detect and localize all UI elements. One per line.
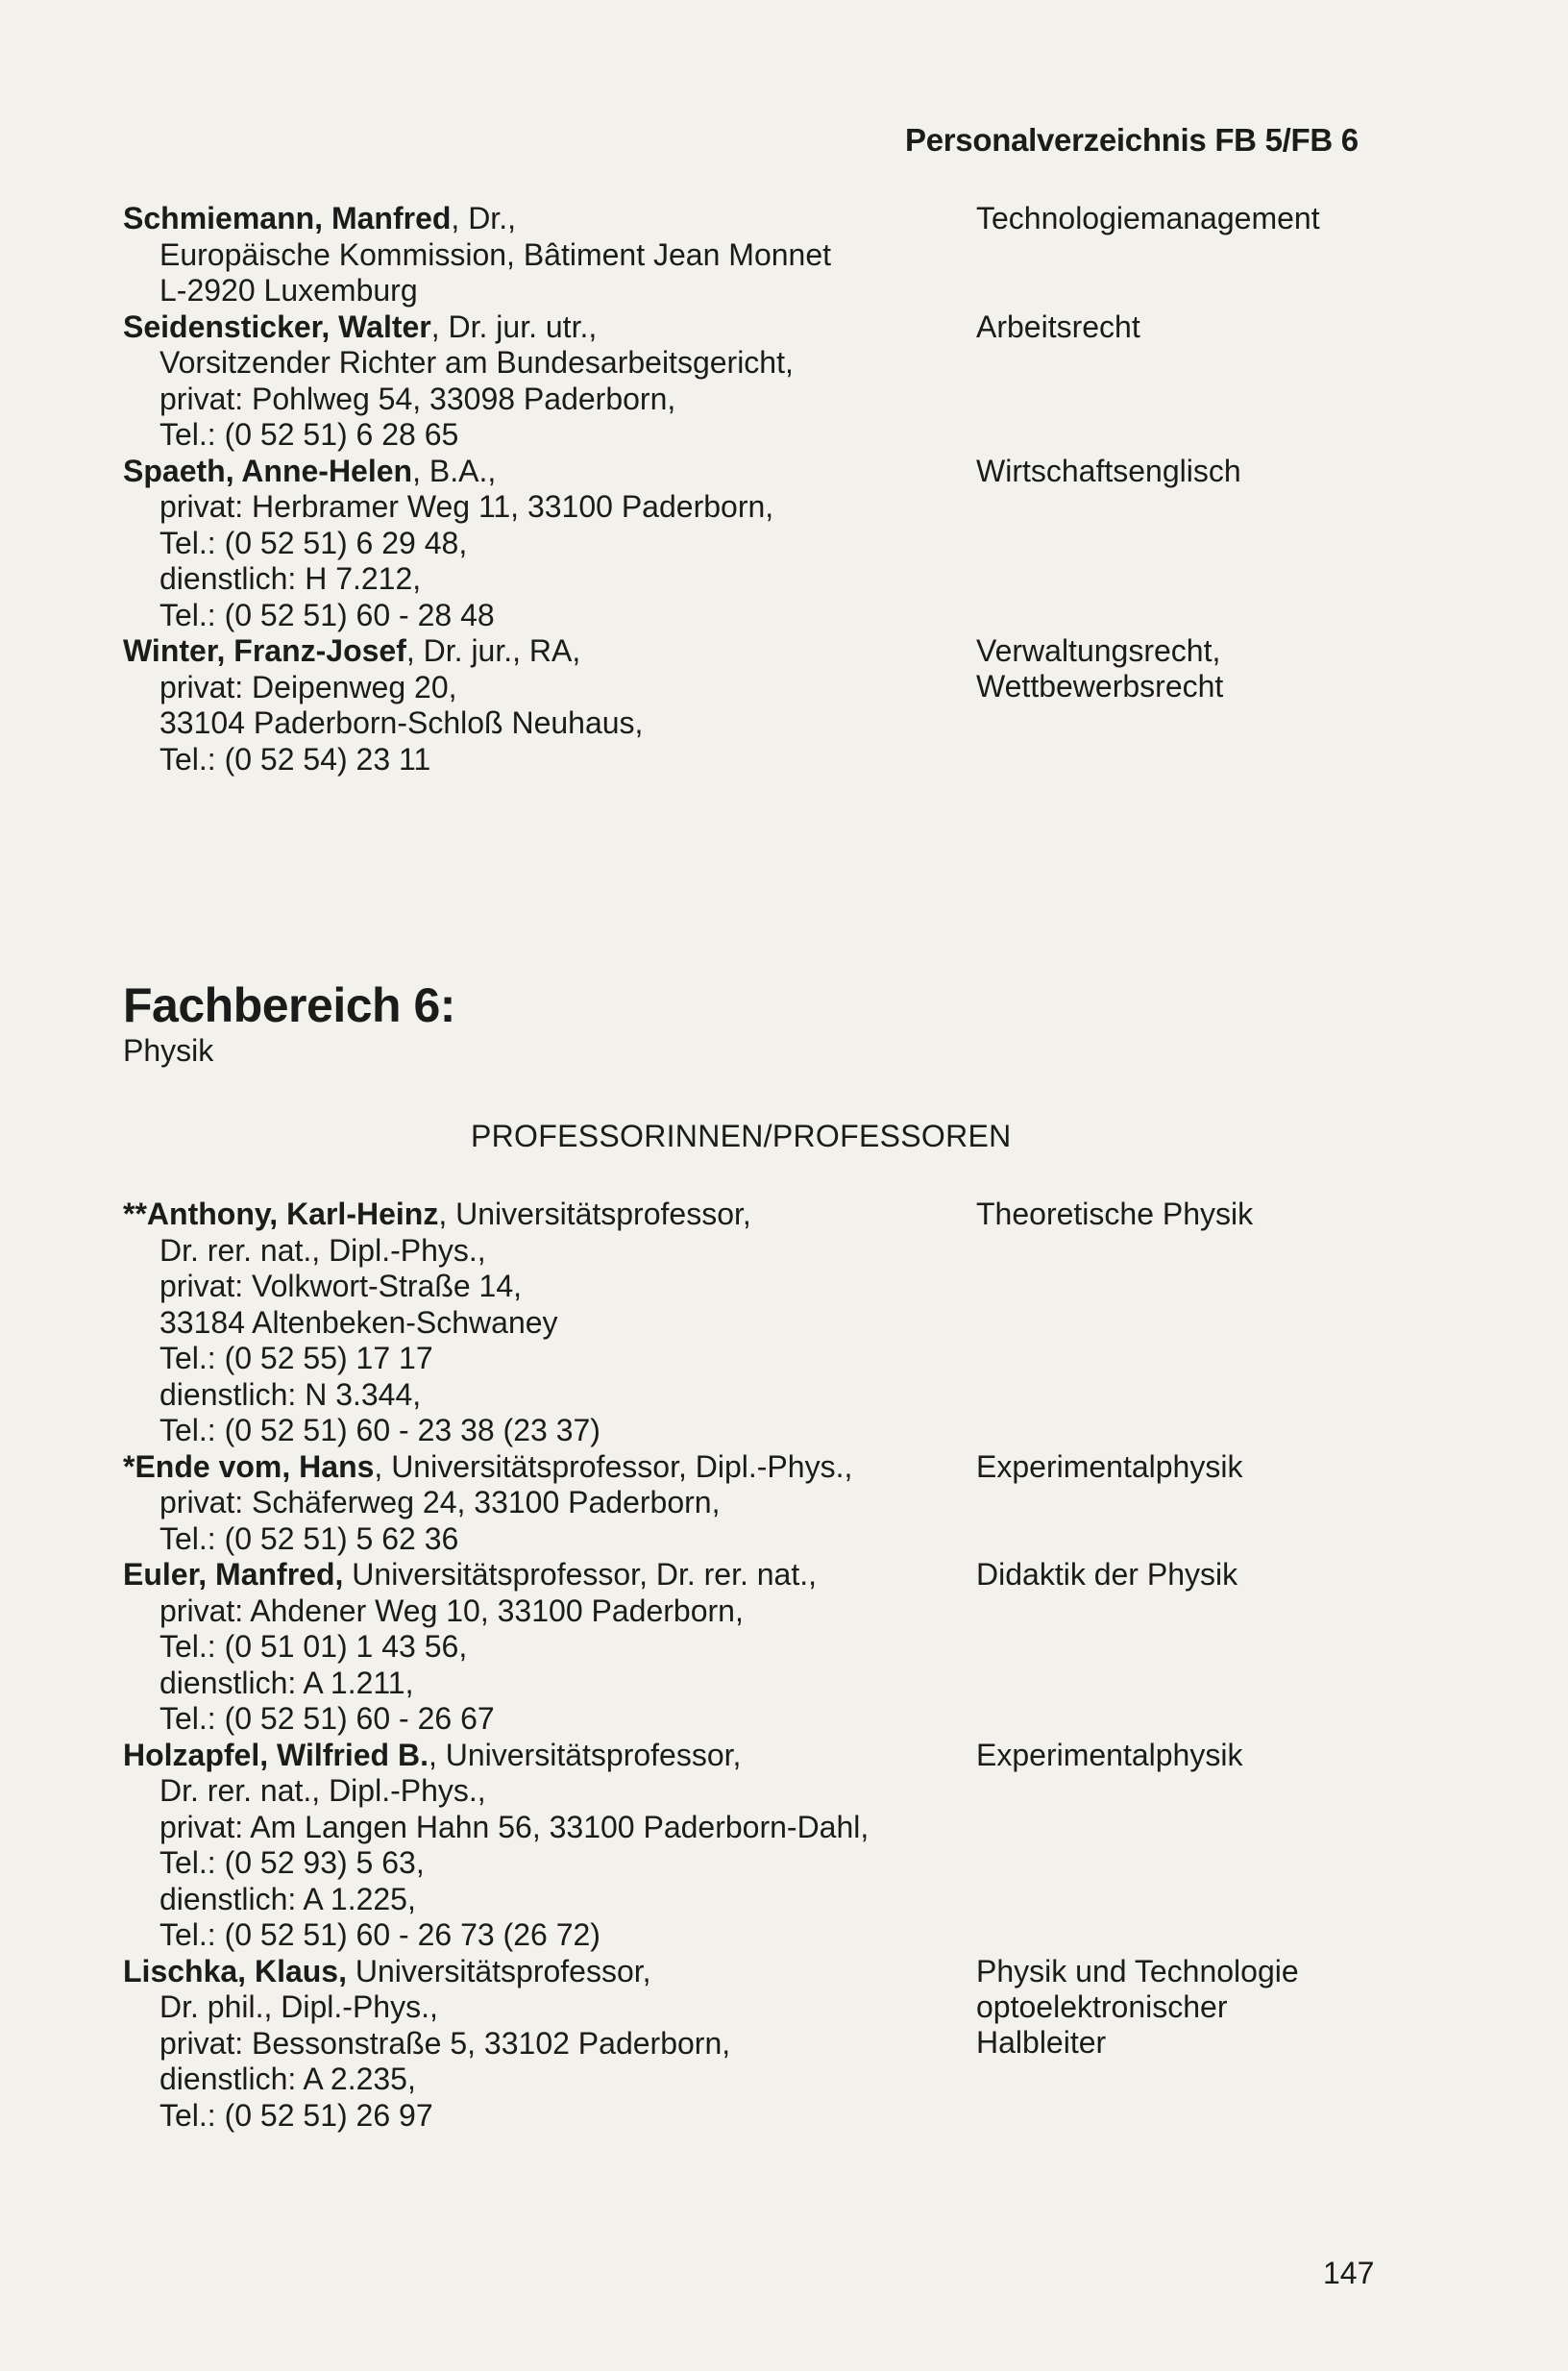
- entry-line: Dr. rer. nat., Dipl.-Phys.,: [159, 1773, 486, 1808]
- person-title: , B.A.,: [412, 453, 497, 488]
- entry-line: dienstlich: N 3.344,: [159, 1376, 422, 1412]
- section-subtitle: Physik: [123, 1033, 214, 1068]
- person-name: Holzapfel, Wilfried B.: [123, 1737, 429, 1772]
- fachbereich-heading: [123, 978, 455, 1069]
- entry-line: privat: Bessonstraße 5, 33102 Paderborn,: [159, 2025, 731, 2061]
- subject-area: [976, 1197, 1380, 1232]
- entry-line: dienstlich: H 7.212,: [159, 561, 422, 596]
- entry-details: [123, 1954, 968, 2135]
- entry-line: privat: Deipenweg 20,: [159, 669, 457, 704]
- person-name: Winter, Franz-Josef: [123, 633, 406, 668]
- subject-line: Theoretische Physik: [976, 1197, 1254, 1231]
- subject-area: [976, 633, 1380, 704]
- directory-entry: [123, 1449, 1468, 1558]
- entry-line: Tel.: (0 52 51) 60 - 28 48: [159, 597, 495, 632]
- subject-area: [976, 1557, 1380, 1593]
- person-name: *Ende vom, Hans: [123, 1448, 375, 1484]
- subject-line: optoelektronischer: [976, 1988, 1228, 2024]
- entry-line: L-2920 Luxemburg: [159, 273, 418, 308]
- professors-heading: PROFESSORINNEN/PROFESSOREN: [471, 1119, 1012, 1153]
- directory-entry: [123, 1954, 1468, 2135]
- subject-line: Experimentalphysik: [976, 1448, 1243, 1484]
- entry-details: [123, 201, 968, 309]
- entry-line: Tel.: (0 52 55) 17 17: [159, 1341, 433, 1375]
- entry-line: Dr. rer. nat., Dipl.-Phys.,: [159, 1232, 486, 1268]
- entry-line: privat: Schäferweg 24, 33100 Paderborn,: [159, 1485, 721, 1519]
- subject-area: [976, 1449, 1380, 1485]
- person-title: Universitätsprofessor, Dr. rer. nat.,: [343, 1557, 818, 1592]
- entry-details: [123, 1557, 968, 1738]
- subject-line: Arbeitsrecht: [976, 309, 1140, 344]
- entry-line: Tel.: (0 52 54) 23 11: [159, 741, 431, 777]
- directory-entry: [123, 454, 1468, 634]
- section-title: Fachbereich 6:: [123, 978, 455, 1032]
- subject-line: Wettbewerbsrecht: [976, 669, 1224, 704]
- page-header: Personalverzeichnis FB 5/FB 6: [905, 122, 1359, 158]
- subject-line: Physik und Technologie: [976, 1953, 1299, 1988]
- subject-line: Technologiemanagement: [976, 201, 1320, 235]
- entry-details: [123, 1449, 968, 1558]
- subject-area: [976, 201, 1380, 236]
- person-name: Euler, Manfred,: [123, 1557, 344, 1592]
- entry-line: Tel.: (0 52 51) 6 28 65: [159, 417, 459, 452]
- directory-entry: [123, 309, 1468, 454]
- directory-entry: [123, 1738, 1468, 1954]
- person-title: , Dr.,: [451, 201, 516, 235]
- entry-line: privat: Pohlweg 54, 33098 Paderborn,: [159, 381, 676, 416]
- page-number: 147: [1323, 2256, 1375, 2290]
- person-name: Seidensticker, Walter: [123, 309, 431, 344]
- entry-details: [123, 309, 968, 454]
- entry-line: Tel.: (0 52 51) 60 - 26 67: [159, 1701, 495, 1736]
- entry-line: privat: Ahdener Weg 10, 33100 Paderborn,: [159, 1593, 744, 1628]
- person-name: Schmiemann, Manfred: [123, 201, 452, 235]
- person-title: , Dr. jur., RA,: [405, 633, 581, 668]
- entry-details: [123, 1738, 968, 1954]
- subject-area: [976, 1954, 1380, 2061]
- subject-line: Experimentalphysik: [976, 1737, 1243, 1772]
- subject-area: [976, 454, 1380, 489]
- entry-line: privat: Am Langen Hahn 56, 33100 Paderborn-Dahl,: [159, 1809, 870, 1844]
- entry-line: Tel.: (0 52 51) 60 - 23 38 (23 37): [159, 1413, 600, 1447]
- subject-line: Didaktik der Physik: [976, 1557, 1238, 1592]
- entry-line: Vorsitzender Richter am Bundesarbeitsgericht,: [159, 345, 794, 380]
- entry-details: [123, 633, 968, 778]
- entry-line: Dr. phil., Dipl.-Phys.,: [159, 1989, 438, 2024]
- directory-entry: [123, 633, 1468, 778]
- entry-line: 33184 Altenbeken-Schwaney: [159, 1304, 558, 1340]
- directory-section-fb5: [123, 201, 1468, 778]
- entry-line: Tel.: (0 52 51) 60 - 26 73 (26 72): [159, 1917, 600, 1952]
- person-name: **Anthony, Karl-Heinz: [123, 1197, 439, 1231]
- person-title: , Universitätsprofessor, Dipl.-Phys.,: [374, 1448, 853, 1484]
- subject-line: Wirtschaftsenglisch: [976, 453, 1241, 488]
- person-name: Spaeth, Anne-Helen: [123, 453, 413, 488]
- person-name: Lischka, Klaus,: [123, 1953, 347, 1988]
- entry-details: [123, 454, 968, 634]
- person-title: Universitätsprofessor,: [346, 1953, 651, 1988]
- entry-line: dienstlich: A 1.211,: [159, 1665, 414, 1700]
- entry-line: dienstlich: A 2.235,: [159, 2062, 416, 2096]
- subject-line: Verwaltungsrecht,: [976, 633, 1221, 668]
- entry-details: [123, 1197, 968, 1449]
- entry-line: privat: Herbramer Weg 11, 33100 Paderborn,: [159, 489, 774, 524]
- person-title: , Universitätsprofessor,: [438, 1197, 751, 1231]
- entry-line: Tel.: (0 52 51) 26 97: [159, 2097, 433, 2133]
- entry-line: 33104 Paderborn-Schloß Neuhaus,: [159, 705, 644, 740]
- entry-line: Tel.: (0 52 51) 6 29 48,: [159, 525, 468, 560]
- entry-line: privat: Volkwort-Straße 14,: [159, 1269, 523, 1303]
- entry-line: Tel.: (0 52 93) 5 63,: [159, 1845, 425, 1880]
- directory-entry: [123, 201, 1468, 309]
- person-title: , Universitätsprofessor,: [428, 1737, 742, 1772]
- directory-section-fb6: [123, 1197, 1468, 2134]
- directory-entry: [123, 1557, 1468, 1738]
- entry-line: Europäische Kommission, Bâtiment Jean Monnet: [159, 236, 832, 272]
- directory-entry: [123, 1197, 1468, 1449]
- entry-line: dienstlich: A 1.225,: [159, 1881, 416, 1916]
- subject-area: [976, 1738, 1380, 1773]
- subject-line: Halbleiter: [976, 2024, 1107, 2060]
- subject-area: [976, 309, 1380, 345]
- person-title: , Dr. jur. utr.,: [430, 309, 598, 344]
- entry-line: Tel.: (0 52 51) 5 62 36: [159, 1520, 459, 1556]
- entry-line: Tel.: (0 51 01) 1 43 56,: [159, 1629, 468, 1664]
